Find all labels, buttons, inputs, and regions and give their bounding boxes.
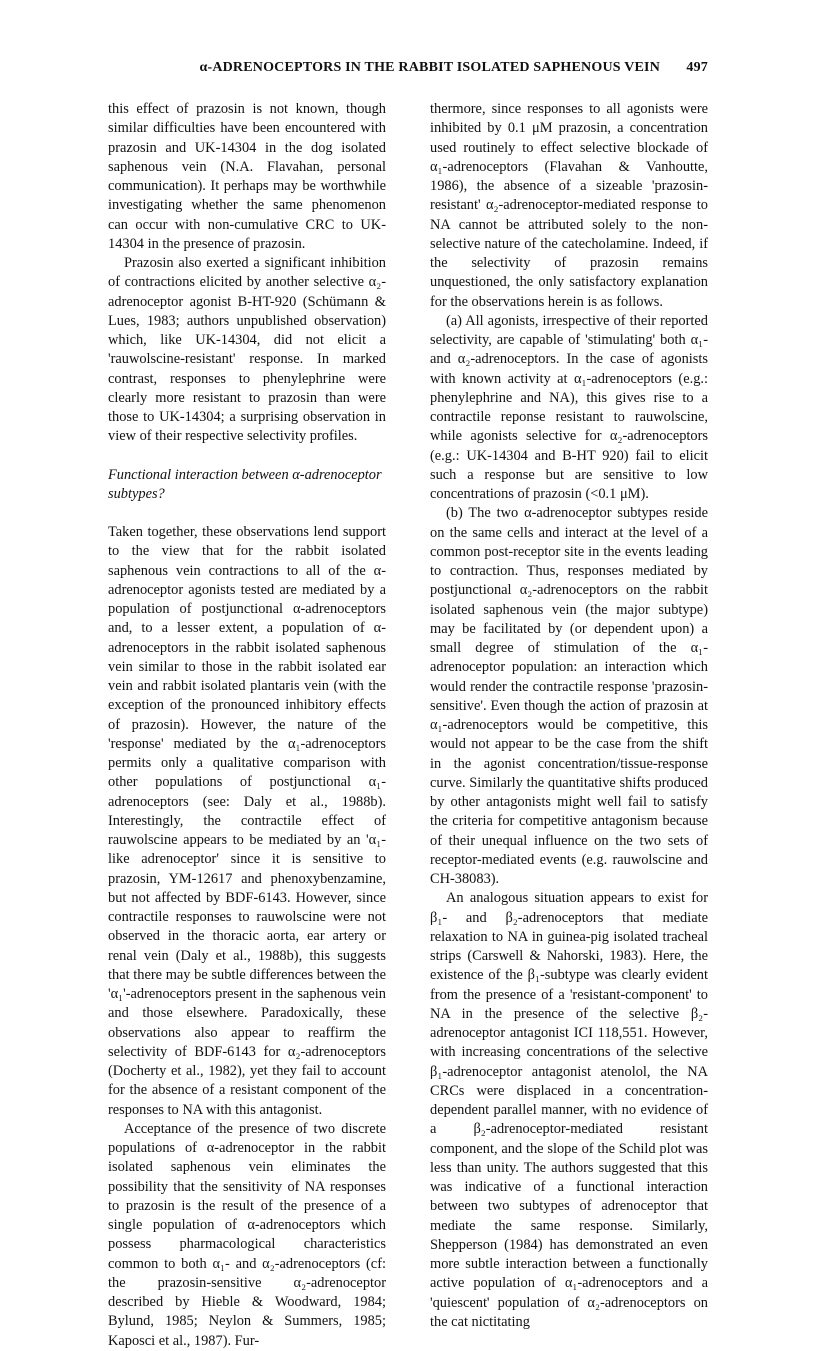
left-column [108, 100, 386, 1351]
right-column [430, 100, 708, 1332]
running-header [108, 60, 708, 80]
paragraph: thermore, since responses to all agonists were inhibited by 0.1 μM prazosin, a concentration used routinely to effect selective blockade of α₁-adrenoceptors (Flavahan & Vanhoutte, 1986), the absence of a sizeable 'prazosin-resistant' α₂-adrenoceptor-mediated response to NA cannot be attributed solely to the non-selective nature of the catecholamine. Indeed, if the selectivity of prazosin remains unquestioned, the only satisfactory explanation for the observations herein is as follows. [430, 101, 708, 310]
paragraph: An analogous situation appears to exist for β₁- and β₂-adrenoceptors that mediate relaxation to NA in guinea-pig isolated tracheal strips (Carswell & Nahorski, 1983). Here, the existence of the β₁-subtype was clearly evident from the presence of a 'resistant-component' to NA in the presence of the selective β₂-adrenoceptor antagonist ICI 118,551. However, with increasing concentrations of the selective β₁-adrenoceptor antagonist atenolol, the NA CRCs were displaced in a concentration-dependent parallel manner, with no evidence of a β₂-adrenoceptor-mediated resistant component, and the slope of the Schild plot was less than unity. The authors suggested that this was indicative of a functional interaction between two subtypes of adrenoceptor that mediate the same response. Similarly, Shepperson (1984) has demonstrated an even more subtle interaction between a functionally active population of α₁-adrenoceptors and a 'quiescent' population of α₂-adrenoceptors on the cat nictitating [430, 890, 708, 1330]
paragraph: this effect of prazosin is not known, though similar difficulties have been encountered with prazosin and UK-14304 in the dog isolated saphenous vein (N.A. Flavahan, personal communication). It perhaps may be worthwhile investigating whether the same phenomenon can occur with non-cumulative CRC to UK-14304 in the presence of prazosin. [108, 101, 386, 252]
running-title: α-ADRENOCEPTORS IN THE RABBIT ISOLATED SAPHENOUS VEIN [199, 60, 660, 75]
paragraph: Prazosin also exerted a significant inhibition of contractions elicited by another selective α₂-adrenoceptor agonist B-HT-920 (Schümann & Lues, 1983; authors unpublished observation) which, like UK-14304, did not elicit a 'rauwolscine-resistant' response. In marked contrast, responses to phenylephrine were clearly more resistant to prazosin than were those to UK-14304; a surprising observation in view of their respective selectivity profiles. [108, 255, 386, 445]
spacer [108, 504, 386, 523]
paragraph: Acceptance of the presence of two discrete populations of α-adrenoceptor in the rabbit isolated saphenous vein eliminates the possibility that the sensitivity of NA responses to prazosin is the result of the presence of a single population of α-adrenoceptors which possess pharmacological characteristics common to both α₁- and α₂-adrenoceptors (cf: the prazosin-sensitive α₂-adrenoceptor described by Hieble & Woodward, 1984; Bylund, 1985; Neylon & Summers, 1985; Kaposci et al., 1987). Fur- [108, 1120, 386, 1349]
section-heading: Functional interaction between α-adrenoceptor subtypes? [108, 466, 382, 502]
page-number: 497 [686, 60, 708, 75]
paragraph: (a) All agonists, irrespective of their reported selectivity, are capable of 'stimulating' both α₁- and α₂-adrenoceptors. In the case of agonists with known activity at α₁-adrenoceptors (e.g.: phenylephrine and NA), this gives rise to a contractile reponse resistant to rauwolscine, while agonists selective for α₂-adrenoceptors (e.g.: UK-14304 and B-HT 920) fail to elicit such a response but are sensitive to low concentrations of prazosin (<0.1 μM). [430, 312, 708, 502]
paragraph: (b) The two α-adrenoceptor subtypes reside on the same cells and interact at the level of a common post-receptor site in the events leading to contraction. Thus, responses mediated by postjunctional α₂-adrenoceptors on the rabbit isolated saphenous vein (the major subtype) may be facilitated by (or dependent upon) a small degree of stimulation of the α₁-adrenoceptor population: an interaction which would render the contractile response 'prazosin-sensitive'. Even though the action of prazosin at α₁-adrenoceptors would be competitive, this would not appear to be the case from the shift in the agonist concentration/tissue-response curve. Similarly the quantitative shifts produced by other antagonists might well fail to satisfy the criteria for competitive antagonism because of their unequal influence on the two sets of receptor-mediated events (e.g. rauwolscine and CH-38083). [430, 505, 708, 887]
paragraph: Taken together, these observations lend support to the view that for the rabbit isolated saphenous vein contractions to all of the α-adrenoceptor agonists tested are mediated by a population of postjunctional α-adrenoceptors and, to a lesser extent, a population of α-adrenoceptors in the rabbit isolated saphenous vein similar to those in the rabbit isolated ear vein and rabbit isolated plantaris vein (with the exception of the pronounced inhibitory effects of prazosin). However, the nature of the 'response' mediated by the α₁-adrenoceptors permits only a qualitative comparison with other populations of postjunctional α₁-adrenoceptors (see: Daly et al., 1988b). Interestingly, the contractile effect of rauwolscine appears to be mediated by an 'α₁-like adrenoceptor' since it is sensitive to prazosin, YM-12617 and phenoxybenzamine, but not affected by BDF-6143. However, since contractile responses to rauwolscine were not observed in the thoracic aorta, ear artery or renal vein (Daly et al., 1988b), this suggests that there may be subtle differences between the 'α₁'-adrenoceptors present in the saphenous vein and those elsewhere. Paradoxically, these observations also appear to reaffirm the selectivity of BDF-6143 for α₂-adrenoceptors (Docherty et al., 1982), yet they fail to account for the absence of a resistant component of the responses to NA with this antagonist. [108, 524, 386, 1118]
